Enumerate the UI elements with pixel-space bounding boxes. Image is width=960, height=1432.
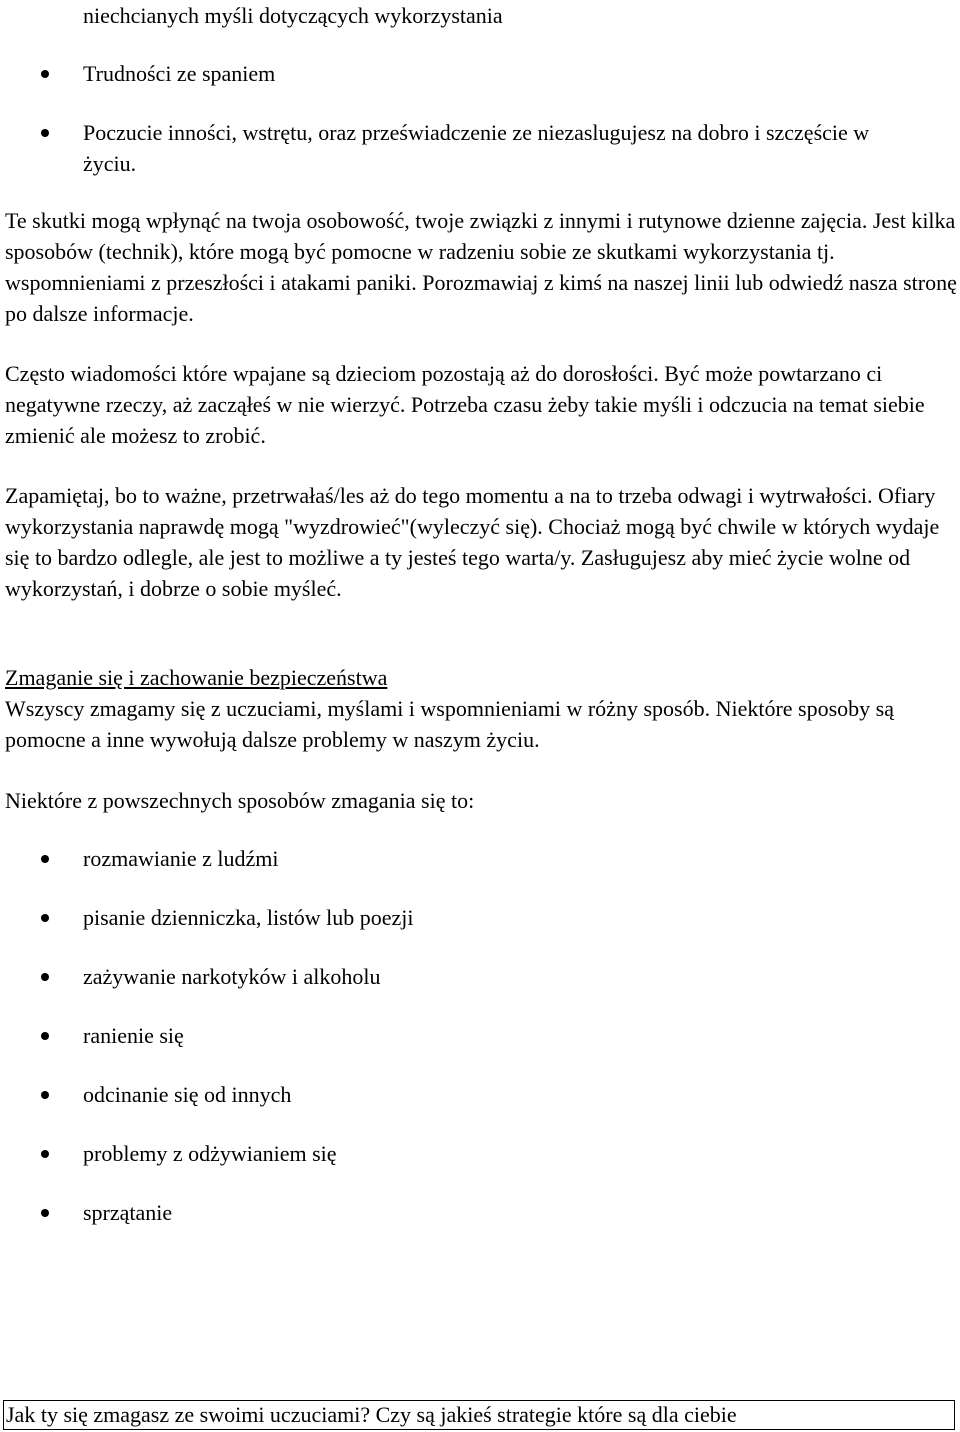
- bullet-icon: [41, 129, 49, 137]
- list-item-text: Poczucie inności, wstrętu, oraz przeświadczenie ze niezaslugujesz na dobro i szczęście w życiu.: [83, 120, 870, 176]
- list-item-text: sprzątanie: [83, 1200, 173, 1225]
- list-item: [5, 1138, 957, 1169]
- list-item-text: zażywanie narkotyków i alkoholu: [83, 964, 381, 989]
- bullet-icon: [41, 973, 49, 981]
- effects-list: [5, 58, 957, 179]
- question-box: [3, 1400, 955, 1430]
- list-item: [5, 902, 957, 933]
- list-item-text: ranienie się: [83, 1023, 184, 1048]
- list-item-text: Trudności ze spaniem: [83, 61, 276, 86]
- paragraph-remember: Zapamiętaj, bo to ważne, przetrwałaś/les aż do tego momentu a na to trzeba odwagi i wytrwałości. Ofiary wykorzystania naprawdę mogą "wyzdrowieć"(wyleczyć się). Chociaż mogą być chwile w których wydaje się to bardzo odlegle, ale jest to możliwe a ty jesteś tego warta/y. Zasługujesz aby mieć życie wolne od wykorzystań, i dobrze o sobie myśleć.: [5, 483, 940, 601]
- list-item: [5, 1020, 957, 1051]
- coping-list-intro: Niektóre z powszechnych sposobów zmagania się to:: [5, 788, 475, 813]
- continuation-text: niechcianych myśli dotyczących wykorzystania: [83, 3, 503, 28]
- bullet-icon: [41, 1091, 49, 1099]
- list-item: [5, 1079, 957, 1110]
- coping-heading: Zmaganie się i zachowanie bezpieczeństwa: [5, 665, 388, 690]
- bullet-icon: [41, 855, 49, 863]
- coping-intro: Wszyscy zmagamy się z uczuciami, myślami i wspomnieniami w różny sposób. Niektóre sposoby są pomocne a inne wywołują dalsze problemy w naszym życiu.: [5, 696, 894, 752]
- list-item: [5, 117, 957, 179]
- bullet-icon: [41, 914, 49, 922]
- list-item: [5, 1197, 957, 1228]
- question-box-text: Jak ty się zmagasz ze swoimi uczuciami? Czy są jakieś strategie które są dla ciebie: [6, 1402, 737, 1427]
- list-item: [5, 58, 957, 89]
- list-item-text: rozmawianie z ludźmi: [83, 846, 279, 871]
- paragraph-messages: Często wiadomości które wpajane są dzieciom pozostają aż do dorosłości. Być może powtarzano ci negatywne rzeczy, aż zacząłeś w nie wierzyć. Potrzeba czasu żeby takie myśli i odczucia na temat siebie zmienić ale możesz to zrobić.: [5, 361, 925, 448]
- bullet-icon: [41, 1150, 49, 1158]
- paragraph-effects: Te skutki mogą wpłynąć na twoja osobowość, twoje związki z innymi i rutynowe dzienne zajęcia. Jest kilka sposobów (technik), które mogą być pomocne w radzeniu sobie ze skutkami wykorzystania tj. wspomnieniami z przeszłości i atakami paniki. Porozmawiaj z kimś na naszej linii lub odwiedź nasza stronę po dalsze informacje.: [5, 208, 957, 326]
- list-item-text: pisanie dzienniczka, listów lub poezji: [83, 905, 414, 930]
- list-item: [5, 843, 957, 874]
- list-item: [5, 961, 957, 992]
- bullet-icon: [41, 1209, 49, 1217]
- bullet-icon: [41, 70, 49, 78]
- list-item-text: odcinanie się od innych: [83, 1082, 292, 1107]
- list-item-text: problemy z odżywianiem się: [83, 1141, 337, 1166]
- coping-list: [5, 843, 957, 1228]
- bullet-icon: [41, 1032, 49, 1040]
